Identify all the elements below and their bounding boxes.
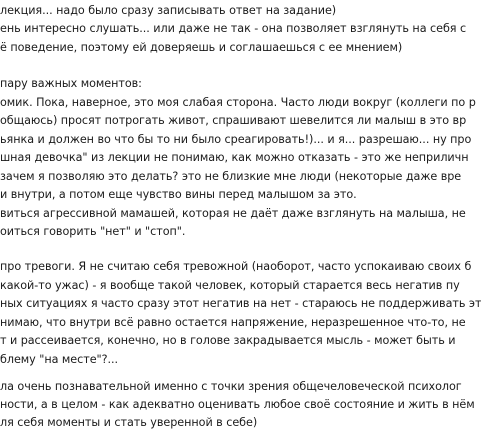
text-line: ё поведение, поэтому ей доверяешь и соглашаешься с ее мнением) (0, 41, 403, 54)
text-line: общаюсь) просят потрогать живот, спрашивают шевелится ли малыш в это вр (0, 114, 467, 127)
text-line: омик. Пока, наверное, это моя слабая сторона. Часто люди вокруг (коллеги по р (0, 96, 476, 109)
text-line: пару важных моментов: (0, 77, 142, 90)
text-line: зачем я позволяю это делать? это не близкие мне люди (некоторые даже вре (0, 170, 462, 183)
text-line: про тревоги. Я не считаю себя тревожной (наоборот, часто успокаиваю своих б (0, 260, 472, 273)
text-line: ных ситуациях я часто сразу этот негатив на нет - стараюсь не поддерживать эт (0, 297, 481, 310)
text-line: ьянка и должен во что бы то ни было среагировать!)... и я... разрешаю... ну про (0, 133, 472, 146)
text-line: ности, а в целом - как адекватно оценивать любое своё состояние и жить в нём (0, 398, 475, 411)
text-line: виться агрессивной мамашей, которая не даёт даже взглянуть на малыша, не (0, 207, 466, 220)
text-line: лекция... надо было сразу записывать ответ на задание) (0, 4, 337, 17)
text-line: шная девочка" из лекции не понимаю, как можно отказать - это же неприличн (0, 151, 469, 164)
text-line: ля себя моменты и стать уверенной в себе) (0, 416, 258, 429)
text-line: какой-то ужас) - я вообще такой человек, который старается весь негатив пу (0, 279, 460, 292)
text-line: т и рассеивается, конечно, но в голове закрадывается мысль - может быть и (0, 334, 456, 347)
text-line: блему "на месте"?... (0, 353, 119, 366)
text-line: ла очень познавательной именно с точки зрения общечеловеческой психолог (0, 380, 462, 393)
text-line: и внутри, а потом еще чувство вины перед малышом за это. (0, 188, 357, 201)
text-line: ень интересно слушать... или даже не так - она позволяет взглянуть на себя с (0, 22, 467, 35)
text-line: нимаю, что внутри всё равно остается напряжение, неразрешенное что-то, не (0, 316, 466, 329)
text-line: оиться говорить "нет" и "стоп". (0, 225, 186, 238)
